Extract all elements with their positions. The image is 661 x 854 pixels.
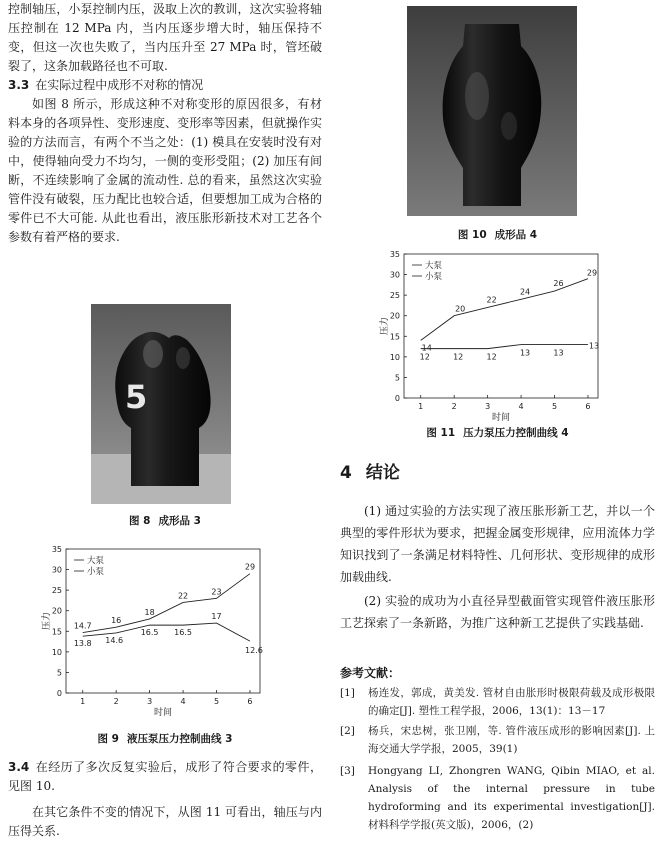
data-label: 16.5 [140, 628, 159, 638]
y-tick-label: 35 [389, 250, 400, 259]
data-label: 29 [244, 562, 256, 572]
data-label: 26 [553, 279, 564, 289]
data-label: 12 [486, 352, 497, 362]
references-heading: 参考文献： [340, 666, 401, 680]
figure-9-caption [0, 731, 330, 746]
y-tick-label: 30 [51, 565, 62, 575]
y-tick-label: 30 [389, 270, 400, 280]
section-title: 在实际过程中成形不对称的情况 [35, 78, 204, 92]
x-tick-label: 5 [213, 697, 220, 706]
x-tick-label: 4 [518, 402, 524, 411]
section-number: 3.4 [8, 760, 30, 774]
reference-item [340, 684, 655, 720]
section-title: 结论 [365, 463, 400, 483]
y-axis-label: 压力 [42, 611, 52, 631]
figure-title: 压力泵压力控制曲线 4 [463, 427, 569, 439]
y-axis-label: 压力 [380, 316, 390, 336]
figure-title: 成形品 4 [494, 229, 538, 241]
figure-11-svg [378, 248, 603, 423]
figure-title: 液压泵压力控制曲线 3 [127, 733, 233, 745]
reference-text: 杨连发，郭成，黄美发. 管材自由胀形时极限荷载及成形极限的确定[J]. 塑性工程学报，2006，13(1)：13－17 [368, 687, 655, 717]
figure-number: 图 11 [426, 427, 456, 439]
figure-number: 图 10 [457, 229, 487, 241]
x-tick-label: 6 [585, 402, 591, 411]
reference-item [340, 762, 655, 834]
x-tick-label: 3 [147, 697, 153, 706]
figure-9-chart [40, 543, 265, 722]
reference-item [340, 722, 655, 758]
x-tick-label: 2 [451, 402, 457, 411]
x-tick-label: 1 [418, 402, 424, 411]
y-tick-label: 10 [51, 647, 62, 657]
x-tick-label: 2 [113, 697, 119, 706]
y-tick-label: 5 [56, 668, 62, 678]
x-tick-label: 6 [247, 697, 253, 706]
section-3-4-paragraph [8, 758, 322, 796]
figure-11-chart [378, 248, 603, 427]
section-3-4-text: 在经历了多次反复实验后，成形了符合要求的零件，见图 10. [8, 760, 322, 793]
figure-8-caption [0, 513, 330, 528]
paragraph-continued: 控制轴压，小泵控制内压，汲取上次的教训，这次实验将轴压控制在 12 MPa 内，当内压逐步增大时，轴压保持不变，但这一次也失败了，当内压升至 27 MPa 时，管坯破裂了，这条加载路径也不可取. [8, 2, 322, 73]
y-tick-label: 20 [51, 606, 62, 616]
paragraph-fig11-ref: 在其它条件不变的情况下，从图 11 可看出，轴压与内压得关系. [8, 805, 322, 838]
figure-8-photo [91, 304, 231, 504]
reference-number: [2] [340, 725, 355, 737]
figure-11-caption [340, 425, 655, 440]
legend-label: 小泵 [87, 567, 105, 577]
x-tick-label: 5 [551, 402, 558, 411]
series-line [83, 574, 250, 633]
data-label: 12 [419, 352, 430, 362]
y-tick-label: 25 [389, 291, 400, 301]
data-label: 14 [421, 343, 432, 353]
conclusion-1: (1) 通过实验的方法实现了液压胀形新工艺，并以一个典型的零件形状为要求，把握金属变形规律，应用流体力学知识找到了一条满足材料特性、几何形状、变形规律的成形加载曲线. [340, 504, 655, 584]
data-label: 23 [211, 587, 222, 597]
y-tick-label: 0 [394, 394, 400, 403]
x-axis-label: 时间 [153, 708, 173, 718]
x-tick-label: 3 [485, 402, 491, 411]
data-label: 13 [588, 341, 600, 351]
formed-part-4-image [407, 6, 577, 216]
data-label: 12.6 [245, 646, 263, 656]
data-label: 22 [486, 295, 497, 305]
reference-text: Hongyang LI, Zhongren WANG, Qibin MIAO, et al. Analysis of the internal pressure in tube hydroforming and its experimental investigation[J]. 材料科学学报(英文版)，2006，(2) [368, 765, 655, 831]
data-label: 13 [553, 348, 564, 358]
reference-text: 杨兵，宋忠树，张卫刚，等. 管件液压成形的影响因素[J]. 上海交通大学学报，2005，39(1) [368, 725, 655, 755]
section-3-3-heading [8, 76, 322, 95]
left-column-bottom [8, 758, 322, 841]
data-label: 16 [111, 616, 122, 626]
part-number-mark: 5 [125, 378, 148, 416]
figure-10-caption [340, 227, 655, 242]
figure-number: 图 9 [97, 733, 119, 745]
formed-part-3-image [91, 304, 231, 504]
figure-9-svg [40, 543, 265, 718]
x-axis-label: 时间 [491, 413, 511, 423]
y-tick-label: 15 [389, 332, 400, 342]
y-tick-label: 0 [56, 689, 62, 698]
figure-10-photo [407, 6, 577, 216]
y-tick-label: 25 [51, 586, 62, 596]
y-tick-label: 10 [389, 352, 400, 362]
data-label: 14.7 [73, 621, 92, 631]
left-column [8, 0, 322, 247]
legend-label: 大泵 [425, 261, 443, 271]
data-label: 13.8 [73, 639, 92, 649]
data-label: 22 [177, 591, 189, 601]
data-label: 12 [453, 352, 464, 362]
figure-title: 成形品 3 [158, 515, 201, 527]
figure-number: 图 8 [129, 515, 151, 527]
section-number: 3.3 [8, 78, 30, 92]
paragraph-asymmetry: 如图 8 所示，形成这种不对称变形的原因很多，有材料本身的各项异性、变形速度、变形率等因素，但就操作实验的方法而言，有两个不当之处：(1) 模具在安装时没有对中，使得轴向受力不均匀，一侧的变形受阻；(2) 加压有间断，不连续影响了金属的流动性. 总的看来，虽然这次实验管件没有破裂，压力配比也较合适，但要想加工成为合格的零件已不大可能. 从此也看出，液压胀形新技术对工艺各个参数有着严格的要求. [8, 97, 322, 244]
legend-label: 小泵 [425, 272, 443, 282]
data-label: 16.5 [174, 628, 192, 638]
y-tick-label: 35 [51, 545, 62, 554]
section-number: 4 [340, 463, 352, 483]
reference-number: [1] [340, 687, 355, 699]
data-label: 14.6 [105, 635, 124, 645]
x-tick-label: 4 [180, 697, 186, 706]
section-4-heading [340, 458, 400, 483]
x-tick-label: 1 [80, 697, 86, 706]
data-label: 29 [586, 268, 598, 278]
y-tick-label: 20 [389, 311, 400, 321]
reference-number: [3] [340, 765, 355, 777]
legend-label: 大泵 [87, 556, 105, 566]
data-label: 18 [144, 607, 155, 617]
conclusion-2: (2) 实验的成功为小直径异型截面管实现管件液压胀形工艺探索了一条新路，为推广这种新工艺提供了实践基础. [340, 594, 655, 630]
data-label: 24 [519, 287, 531, 297]
data-label: 13 [519, 348, 531, 358]
data-label: 17 [211, 612, 222, 622]
y-tick-label: 5 [394, 373, 400, 383]
data-label: 20 [455, 304, 466, 314]
y-tick-label: 15 [51, 627, 62, 637]
